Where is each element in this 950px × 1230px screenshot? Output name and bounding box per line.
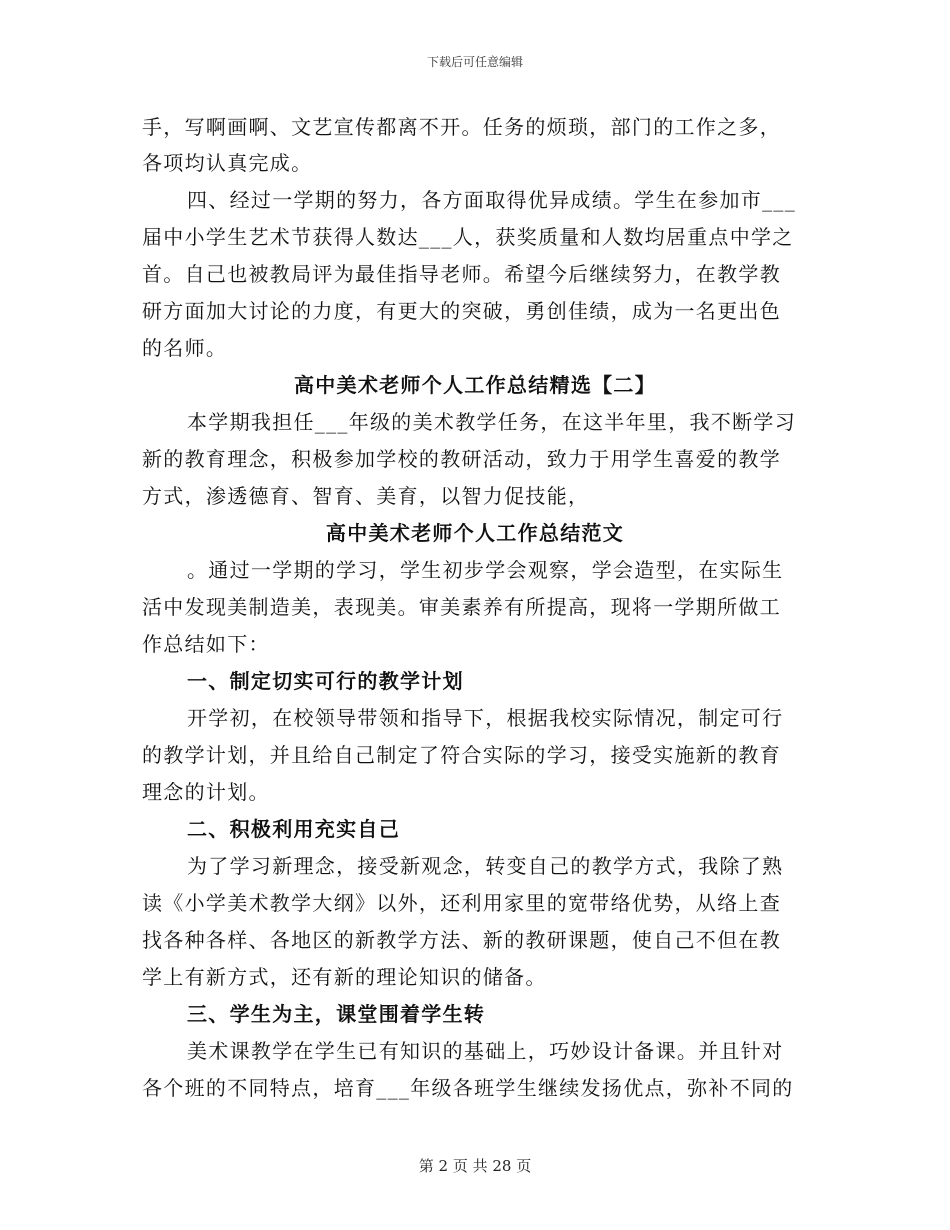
paragraph-line: 作总结如下： [142, 632, 270, 656]
section-title: 高中美术老师个人工作总结范文 [325, 521, 625, 545]
paragraph-line: 美术课教学在学生已有知识的基础上，巧妙设计备课。并且针对 [187, 1039, 784, 1063]
page-footer: 第 2 页 共 28 页 [418, 1157, 532, 1175]
paragraph-line: 开学初，在校领导带领和指导下，根据我校实际情况，制定可行 [187, 706, 784, 730]
paragraph-line: 研方面加大讨论的力度，有更大的突破，勇创佳绩，成为一名更出色 [142, 299, 781, 323]
paragraph-line: 活中发现美制造美，表现美。审美素养有所提高，现将一学期所做工 [142, 595, 781, 619]
paragraph-line: 理念的计划。 [142, 780, 270, 804]
paragraph-line: 的名师。 [142, 336, 228, 360]
paragraph-line: 读《小学美术教学大纲》以外，还利用家里的宽带络优势，从络上查 [142, 891, 781, 915]
paragraph-line: 新的教育理念，积极参加学校的教研活动，致力于用学生喜爱的教学 [142, 447, 781, 471]
paragraph-line: 四、经过一学期的努力，各方面取得优异成绩。学生在参加市___ [187, 188, 796, 212]
paragraph-line: 为了学习新理念，接受新观念，转变自己的教学方式，我除了熟 [187, 854, 784, 878]
paragraph-line: 本学期我担任___年级的美术教学任务，在这半年里，我不断学习 [187, 410, 796, 434]
paragraph-line: 各项均认真完成。 [142, 151, 313, 175]
subheading: 二、积极利用充实自己 [187, 817, 400, 841]
subheading: 一、制定切实可行的教学计划 [187, 669, 464, 693]
subheading: 三、学生为主，课堂围着学生转 [187, 1002, 486, 1026]
paragraph-line: 届中小学生艺术节获得人数达___人，获奖质量和人数均居重点中学之 [142, 225, 794, 249]
paragraph-line: 学上有新方式，还有新的理论知识的储备。 [142, 965, 547, 989]
paragraph-line: 。通过一学期的学习，学生初步学会观察，学会造型，在实际生 [187, 558, 784, 582]
section-title: 高中美术老师个人工作总结精选【二】 [293, 373, 657, 397]
paragraph-line: 手，写啊画啊、文艺宣传都离不开。任务的烦琐，部门的工作之多， [142, 115, 781, 139]
paragraph-line: 的教学计划，并且给自己制定了符合实际的学习，接受实施新的教育 [142, 743, 781, 767]
paragraph-line: 各个班的不同特点，培育___年级各班学生继续发扬优点，弥补不同的 [142, 1076, 794, 1100]
page-header: 下载后可任意编辑 [426, 55, 523, 69]
paragraph-line: 找各种各样、各地区的新教学方法、新的教研课题，使自己不但在教 [142, 928, 781, 952]
paragraph-line: 首。自己也被教局评为最佳指导老师。希望今后继续努力，在教学教 [142, 262, 781, 286]
paragraph-line: 方式，渗透德育、智育、美育，以智力促技能， [142, 484, 590, 508]
